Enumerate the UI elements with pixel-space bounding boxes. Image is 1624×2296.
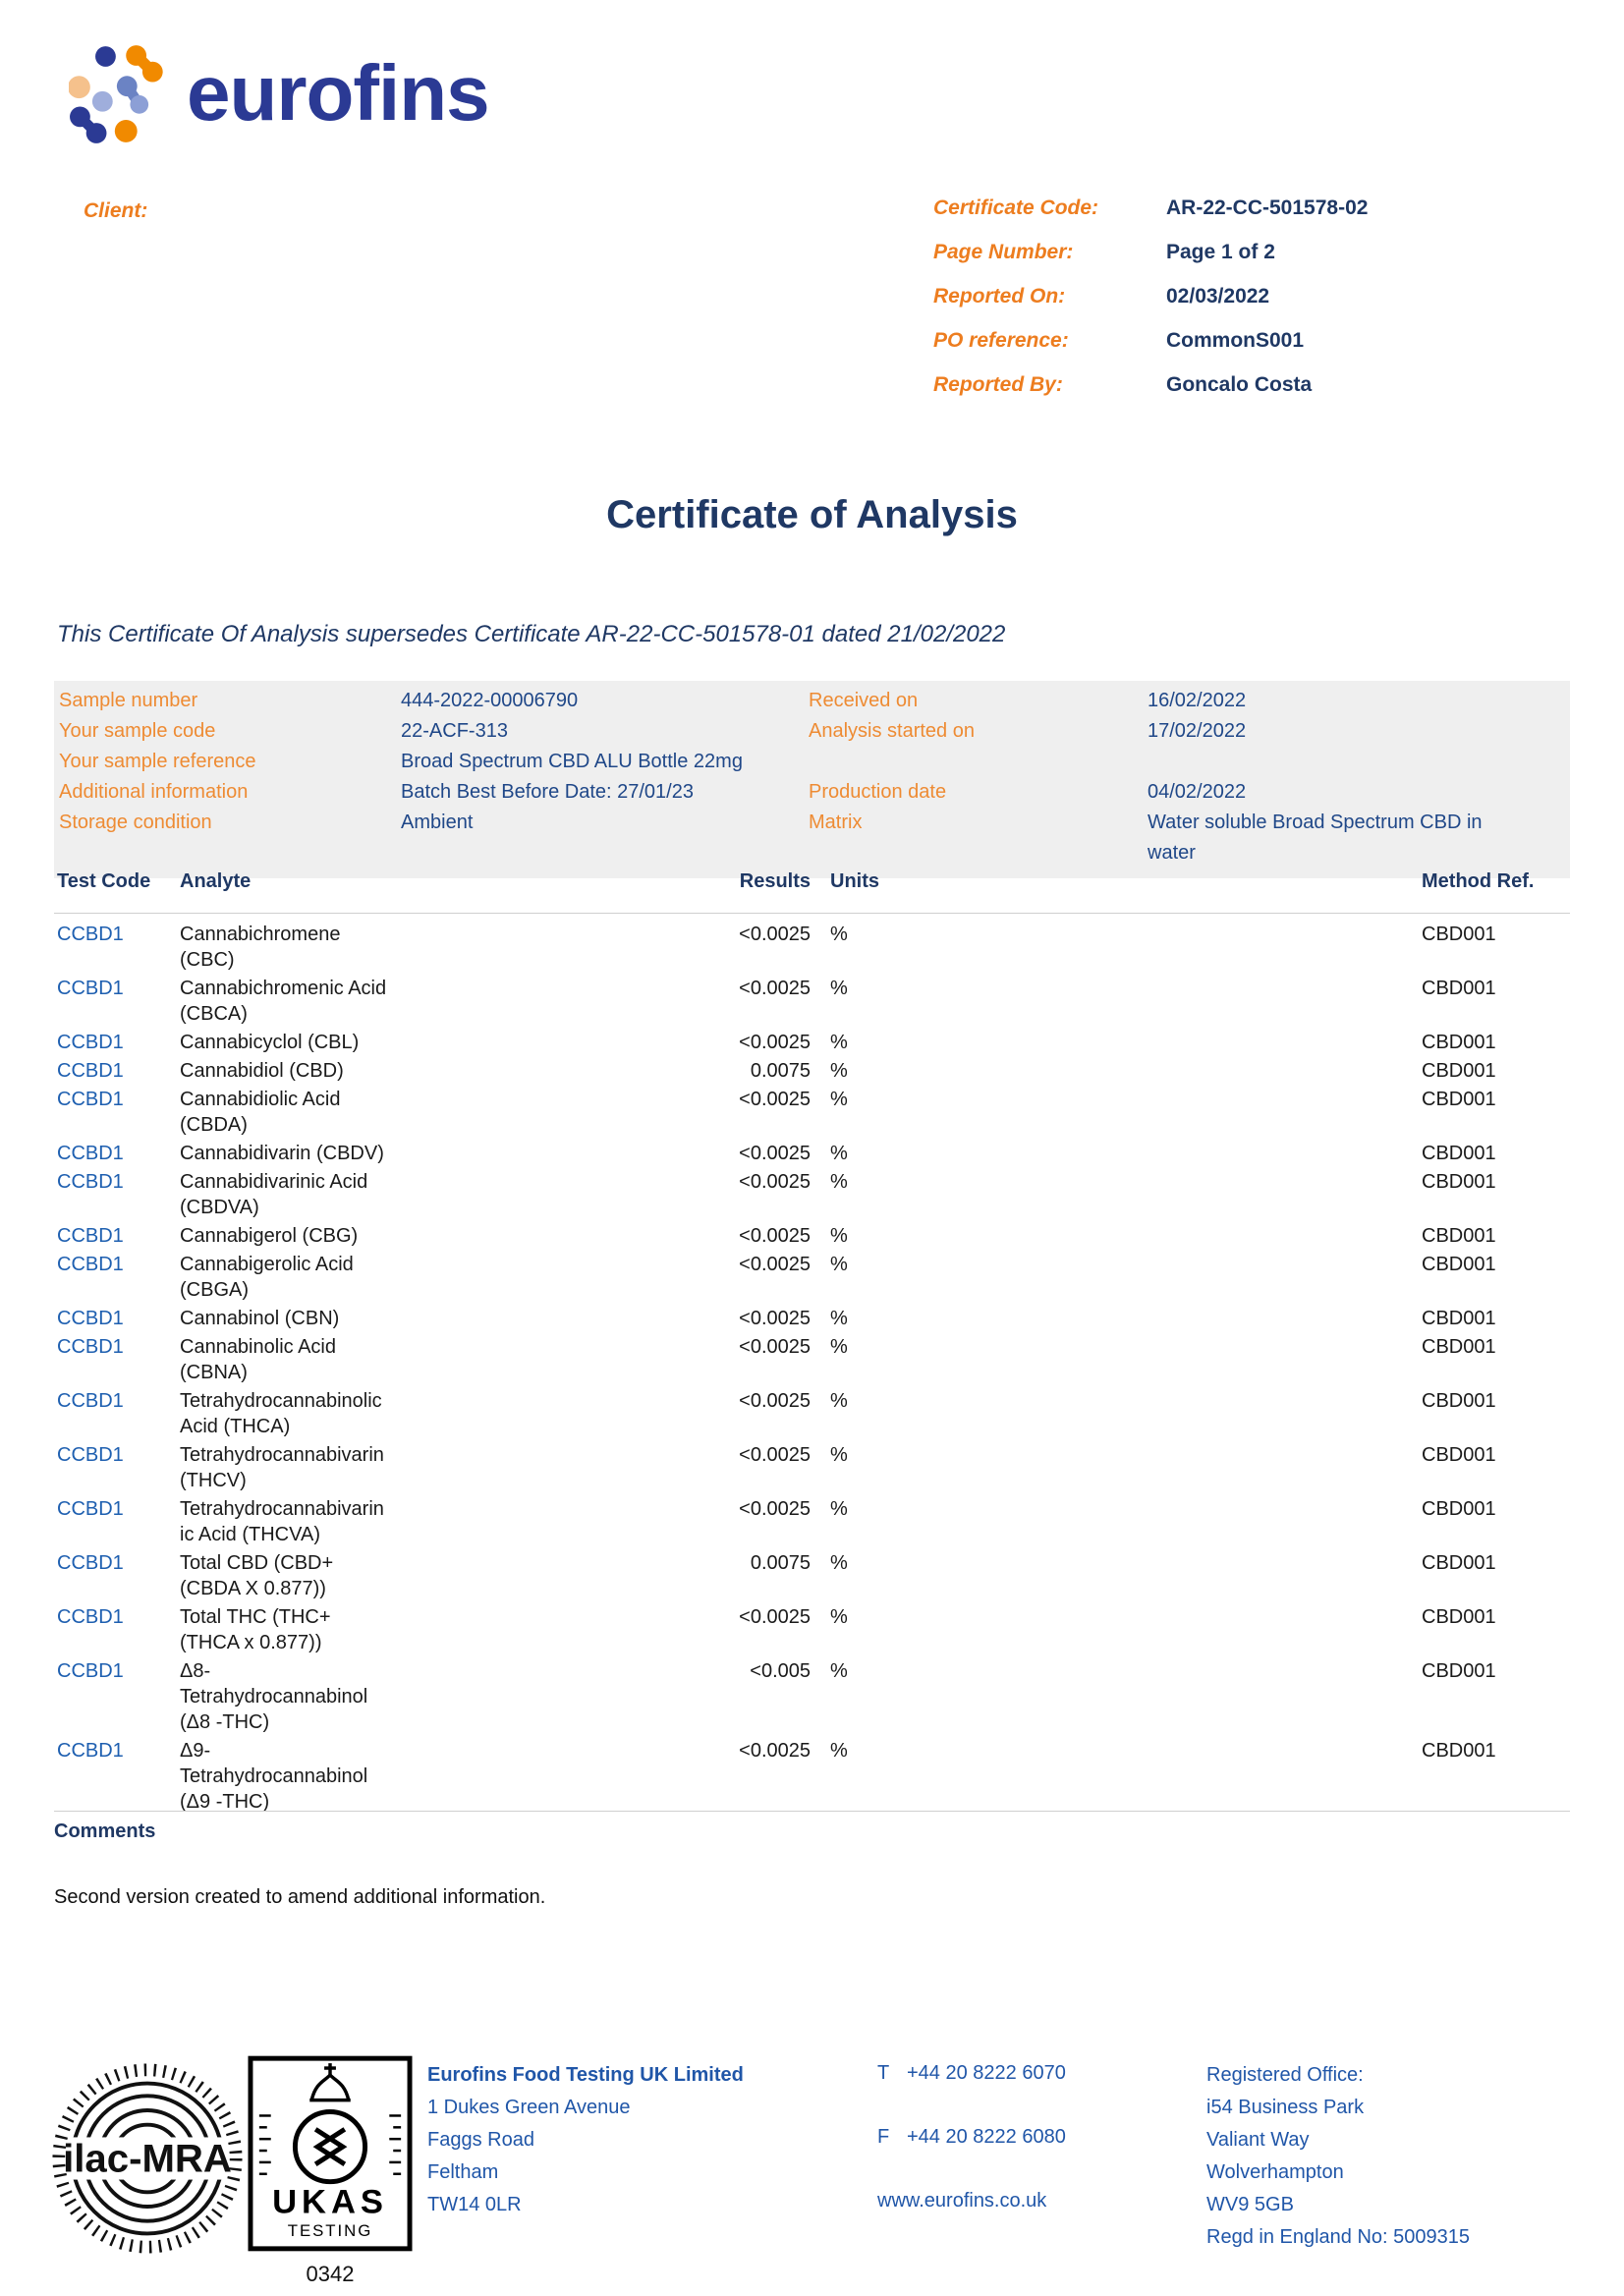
sample-info-value: 22-ACF-313 [401,720,508,742]
sample-info-value: 444-2022-00006790 [401,690,579,711]
result-method: CBD001 [1422,1336,1496,1358]
svg-text:TESTING: TESTING [287,2221,373,2240]
po-reference-label: PO reference: [933,329,1069,352]
result-value: <0.0025 [739,1740,811,1762]
result-row [54,1334,1570,1385]
sample-info-value: 16/02/2022 [1148,690,1247,711]
result-method: CBD001 [1422,1254,1496,1275]
result-analyte: Cannabidivarin (CBDV) [180,1143,384,1164]
registered-office-line: Regd in England No: 5009315 [1206,2226,1470,2248]
result-test-code: CCBD1 [57,1308,124,1329]
result-row [54,1306,1570,1331]
registered-office-line: Registered Office: [1206,2064,1364,2086]
result-value: <0.0025 [739,924,811,945]
sample-info-value [1143,747,1570,777]
result-test-code: CCBD1 [57,1390,124,1412]
result-analyte: Δ9-Tetrahydrocannabinol (Δ9 -THC) [180,1740,368,1813]
result-test-code: CCBD1 [57,1032,124,1053]
result-units: % [830,1740,848,1762]
result-units: % [830,1606,848,1628]
result-row [54,1169,1570,1220]
eurofins-logo [69,43,489,150]
ukas-logo [248,2055,413,2287]
sample-info-value: 17/02/2022 [1148,720,1247,742]
result-value: 0.0075 [750,1552,811,1574]
comments-section [54,1811,1570,1909]
reported-on-value: 02/03/2022 [1166,285,1270,308]
certificate-info [933,196,1368,418]
result-test-code: CCBD1 [57,1444,124,1466]
result-units: % [830,1390,848,1412]
result-value: 0.0075 [750,1060,811,1082]
result-value: <0.0025 [739,1390,811,1412]
phone-prefix: T [877,2062,890,2084]
result-units: % [830,1225,848,1247]
page-number-value: Page 1 of 2 [1166,241,1275,263]
result-value: <0.0025 [739,1498,811,1520]
page-number-label: Page Number: [933,241,1074,263]
result-row [54,1252,1570,1303]
result-units: % [830,1060,848,1082]
registered-office-line: Valiant Way [1206,2129,1310,2151]
result-units: % [830,1336,848,1358]
result-method: CBD001 [1422,1660,1496,1682]
col-header-analyte: Analyte [180,870,252,892]
supersedes-note: This Certificate Of Analysis supersedes Certificate AR-22-CC-501578-01 dated 21/02/2022 [57,621,1006,647]
result-analyte: Total THC (THC+ (THCA x 0.877)) [180,1606,331,1653]
result-method: CBD001 [1422,1143,1496,1164]
certificate-code-value: AR-22-CC-501578-02 [1166,196,1369,219]
phone-number: +44 20 8222 6070 [907,2062,1066,2084]
result-test-code: CCBD1 [57,1254,124,1275]
footer-phone [877,2059,1066,2088]
results-table [54,870,1570,1818]
result-units: % [830,1089,848,1110]
result-method: CBD001 [1422,1390,1496,1412]
result-test-code: CCBD1 [57,1143,124,1164]
footer-address-line: Feltham [427,2161,499,2183]
result-units: % [830,978,848,999]
result-method: CBD001 [1422,1060,1496,1082]
svg-text:UKAS: UKAS [272,2183,388,2221]
certificate-code-label: Certificate Code: [933,196,1099,219]
result-test-code: CCBD1 [57,924,124,945]
result-method: CBD001 [1422,1606,1496,1628]
footer-registered-office [1206,2059,1470,2254]
sample-info-label: Production date [809,781,947,803]
reported-by-value: Goncalo Costa [1166,373,1313,396]
result-test-code: CCBD1 [57,1225,124,1247]
sample-info-label: Matrix [809,812,863,833]
fax-number: +44 20 8222 6080 [907,2126,1066,2148]
result-test-code: CCBD1 [57,1089,124,1110]
result-method: CBD001 [1422,1552,1496,1574]
result-analyte: Cannabinolic Acid (CBNA) [180,1336,336,1383]
result-method: CBD001 [1422,1171,1496,1193]
col-header-test-code: Test Code [57,870,151,892]
result-value: <0.005 [750,1660,811,1682]
sample-info-label: Storage condition [59,812,212,833]
results-table-header [54,870,1570,914]
results-rows [54,914,1570,1815]
result-row [54,1738,1570,1815]
result-method: CBD001 [1422,978,1496,999]
result-units: % [830,1498,848,1520]
comments-body: Second version created to amend additional information. [54,1886,546,1908]
svg-text:ilac-MRA: ilac-MRA [63,2136,232,2181]
result-test-code: CCBD1 [57,1552,124,1574]
comments-heading: Comments [54,1820,156,1842]
result-value: <0.0025 [739,1606,811,1628]
result-method: CBD001 [1422,1498,1496,1520]
result-analyte: Cannabidivarinic Acid (CBDVA) [180,1171,368,1218]
ilac-mra-logo-icon [51,2055,244,2267]
reported-by-label: Reported By: [933,373,1063,396]
footer-contact [877,2059,1066,2251]
col-header-units: Units [830,870,879,892]
result-analyte: Cannabichromene (CBC) [180,924,341,971]
result-analyte: Tetrahydrocannabinolic Acid (THCA) [180,1390,382,1437]
footer-company-name: Eurofins Food Testing UK Limited [427,2064,744,2086]
footer-website: www.eurofins.co.uk [877,2190,1047,2212]
result-analyte: Cannabichromenic Acid (CBCA) [180,978,387,1025]
sample-info-label [804,747,1143,777]
result-value: <0.0025 [739,1225,811,1247]
footer-address-line: Faggs Road [427,2129,534,2151]
sample-info-label: Received on [809,690,919,711]
result-test-code: CCBD1 [57,1740,124,1762]
result-analyte: Δ8-Tetrahydrocannabinol (Δ8 -THC) [180,1660,368,1733]
footer-address-line: TW14 0LR [427,2194,522,2215]
reported-on-label: Reported On: [933,285,1066,308]
result-method: CBD001 [1422,1740,1496,1762]
registered-office-line: i54 Business Park [1206,2097,1365,2118]
result-row [54,922,1570,973]
result-row [54,1658,1570,1735]
result-test-code: CCBD1 [57,1060,124,1082]
result-value: <0.0025 [739,1336,811,1358]
result-analyte: Total CBD (CBD+(CBDA X 0.877)) [180,1552,334,1599]
result-value: <0.0025 [739,1308,811,1329]
result-method: CBD001 [1422,1032,1496,1053]
result-value: <0.0025 [739,1254,811,1275]
result-value: <0.0025 [739,1032,811,1053]
ukas-testing-icon [248,2183,413,2256]
result-method: CBD001 [1422,1089,1496,1110]
result-units: % [830,1308,848,1329]
fax-prefix: F [877,2126,890,2148]
result-analyte: Tetrahydrocannabivarinic Acid (THCVA) [180,1498,384,1545]
result-test-code: CCBD1 [57,1171,124,1193]
result-analyte: Cannabinol (CBN) [180,1308,340,1329]
result-units: % [830,1660,848,1682]
sample-info-label: Your sample reference [59,751,256,772]
footer-fax [877,2123,1066,2152]
result-analyte: Cannabidiolic Acid (CBDA) [180,1089,341,1136]
result-row [54,1604,1570,1655]
result-test-code: CCBD1 [57,1606,124,1628]
result-method: CBD001 [1422,1308,1496,1329]
result-value: <0.0025 [739,1089,811,1110]
result-test-code: CCBD1 [57,978,124,999]
result-value: <0.0025 [739,978,811,999]
result-row [54,1030,1570,1055]
result-analyte: Cannabigerol (CBG) [180,1225,359,1247]
eurofins-dots-icon [69,43,171,150]
registered-office-line: Wolverhampton [1206,2161,1344,2183]
page-title: Certificate of Analysis [606,493,1018,536]
sample-info-value: Batch Best Before Date: 27/01/23 [401,781,694,803]
result-method: CBD001 [1422,1444,1496,1466]
result-units: % [830,1143,848,1164]
result-row [54,976,1570,1027]
ukas-accreditation-number: 0342 [306,2262,355,2286]
sample-info-value: 04/02/2022 [1148,781,1247,803]
result-value: <0.0025 [739,1143,811,1164]
result-units: % [830,1254,848,1275]
result-row [54,1388,1570,1439]
footer-company-address [427,2059,744,2221]
result-row [54,1496,1570,1547]
result-analyte: Cannabicyclol (CBL) [180,1032,360,1053]
result-units: % [830,1444,848,1466]
sample-info-value: Water soluble Broad Spectrum CBD in water [1148,812,1483,864]
footer-address-line: 1 Dukes Green Avenue [427,2097,631,2118]
result-units: % [830,924,848,945]
result-row [54,1223,1570,1249]
sample-info-label: Additional information [59,781,249,803]
result-analyte: Cannabigerolic Acid (CBGA) [180,1254,354,1301]
result-method: CBD001 [1422,924,1496,945]
result-test-code: CCBD1 [57,1498,124,1520]
po-reference-value: CommonS001 [1166,329,1305,352]
result-row [54,1087,1570,1138]
result-method: CBD001 [1422,1225,1496,1247]
sample-info-value: Ambient [401,812,474,833]
client-label: Client: [84,199,148,222]
col-header-method: Method Ref. [1422,870,1535,892]
result-row [54,1141,1570,1166]
result-row [54,1442,1570,1493]
sample-info-label: Sample number [59,690,198,711]
result-units: % [830,1032,848,1053]
eurofins-wordmark: eurofins [187,48,489,137]
col-header-results: Results [739,870,811,892]
sample-info-table [54,681,1570,878]
result-test-code: CCBD1 [57,1660,124,1682]
sample-info-value: Broad Spectrum CBD ALU Bottle 22mg [401,751,743,772]
result-units: % [830,1171,848,1193]
sample-info-label: Your sample code [59,720,216,742]
result-row [54,1058,1570,1084]
result-units: % [830,1552,848,1574]
result-analyte: Tetrahydrocannabivarin (THCV) [180,1444,384,1491]
sample-info-label: Analysis started on [809,720,975,742]
result-test-code: CCBD1 [57,1336,124,1358]
registered-office-line: WV9 5GB [1206,2194,1294,2215]
result-analyte: Cannabidiol (CBD) [180,1060,344,1082]
result-value: <0.0025 [739,1444,811,1466]
result-value: <0.0025 [739,1171,811,1193]
result-row [54,1550,1570,1601]
